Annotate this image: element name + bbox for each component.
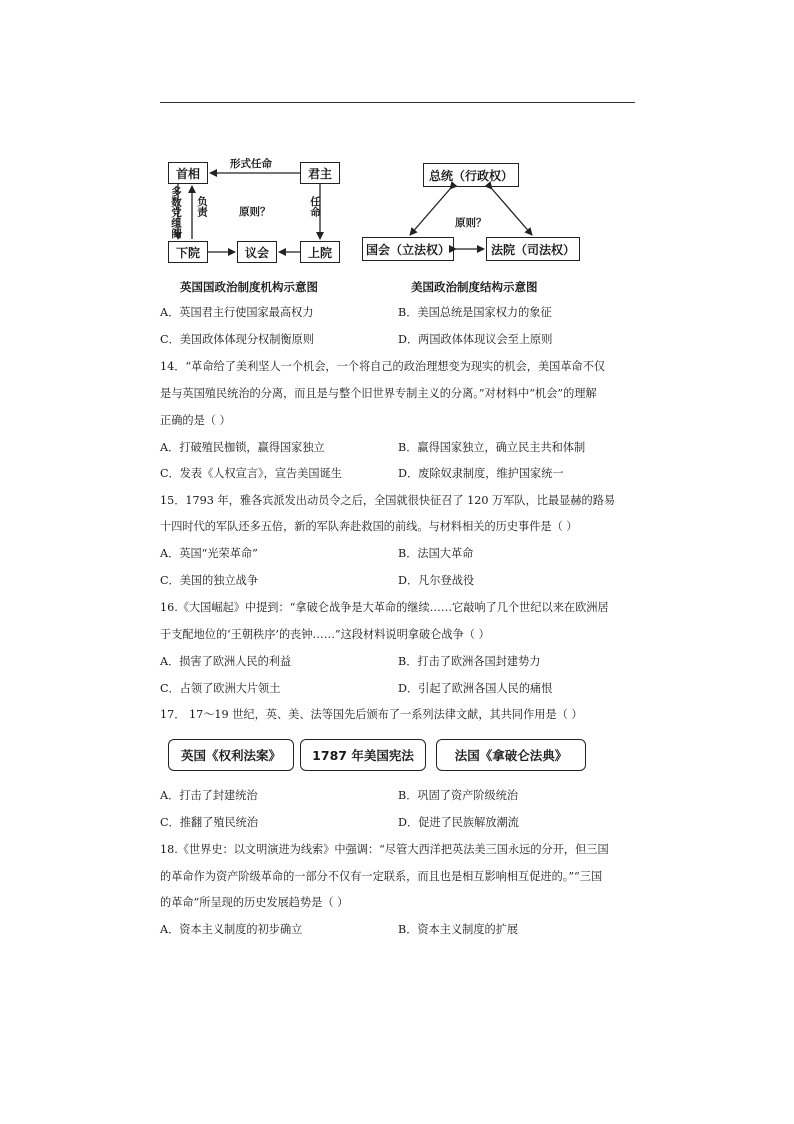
q14-stem-line-1: 14．“革命给了美利坚人一个机会，一个将自己的政治理想变为现实的机会，美国革命不仅: [160, 360, 606, 373]
q14-stem-line-3: 正确的是（ ）: [160, 414, 231, 427]
q18-option-b: B．资本主义制度的扩展: [398, 923, 519, 936]
uk-label-principle: 原则？: [239, 206, 271, 218]
us-caption: 美国政治制度结构示意图: [411, 280, 538, 294]
uk-label-majority-party: 多数党组阁: [170, 186, 182, 239]
q15-option-d: D．凡尔登战役: [398, 574, 475, 587]
q14-option-d: D．废除奴隶制度，维护国家统一: [398, 467, 564, 480]
q17-document-napoleonic-code: 法国《拿破仑法典》: [436, 739, 586, 771]
q18-stem-line-2: 的革命作为资产阶级革命的一部分不仅有一定联系，而且也是相互影响相互促进的。”“三国: [160, 870, 603, 883]
q15-option-b: B．法国大革命: [398, 547, 474, 560]
q16-option-c: C．占领了欧洲大片领土: [160, 682, 281, 695]
uk-caption: 英国国政治制度机构示意图: [180, 280, 318, 294]
arrow-president-court: [492, 189, 532, 235]
q16-option-d: D．引起了欧洲各国人民的痛恨: [398, 682, 553, 695]
q15-stem-line-1: 15．1793 年，雅各宾派发出动员令之后，全国就很快征召了 120 万军队，比最显赫的路易: [160, 494, 616, 507]
uk-box-lords: 下院: [168, 241, 208, 263]
q17-option-b: B．巩固了资产阶级统治: [398, 789, 519, 802]
q17-option-d: D．促进了民族解放潮流: [398, 816, 519, 829]
arrow-president-congress: [410, 189, 450, 235]
q13-option-c: C．美国政体体现分权制衡原则: [160, 333, 314, 346]
q16-stem-line-2: 于支配地位的‘王朝秩序’的丧钟……”这段材料说明拿破仑战争（ ）: [160, 628, 490, 641]
q15-stem-line-2: 十四时代的军队还多五倍，新的军队奔赴救国的前线。与材料相关的历史事件是（ ）: [160, 520, 578, 533]
q15-option-c: C．美国的独立战争: [160, 574, 259, 587]
q17-document-bill-of-rights: 英国《权利法案》: [168, 739, 294, 771]
q13-option-d: D．两国政体体现议会至上原则: [398, 333, 553, 346]
us-box-congress: 国会（立法权）: [362, 237, 454, 261]
uk-label-responsible: 负责: [196, 196, 208, 217]
q14-option-c: C．发表《人权宣言》，宣告美国诞生: [160, 467, 342, 480]
q18-stem-line-1: 18.《世界史：以文明演进为线索》中强调：“尽管大西洋把英法美三国永远的分开，但三国: [160, 843, 609, 856]
uk-label-formal-appoint: 形式任命: [230, 158, 272, 170]
uk-box-commons: 上院: [300, 241, 340, 263]
q17-option-c: C．推翻了殖民统治: [160, 816, 259, 829]
q14-option-a: A．打破殖民枷锁，赢得国家独立: [160, 441, 325, 454]
q16-option-b: B．打击了欧洲各国封建势力: [398, 655, 541, 668]
us-label-principle: 原则？: [455, 217, 487, 229]
q15-option-a: A．英国“光荣革命”: [160, 547, 258, 560]
q13-option-a: A．英国君主行使国家最高权力: [160, 306, 314, 319]
uk-box-parliament: 议会: [237, 241, 277, 263]
q14-option-b: B．赢得国家独立，确立民主共和体制: [398, 441, 586, 454]
q13-option-b: B．美国总统是国家权力的象征: [398, 306, 552, 319]
uk-box-pm: 首相: [168, 162, 208, 184]
q16-option-a: A．损害了欧洲人民的利益: [160, 655, 292, 668]
us-box-president: 总统（行政权）: [423, 163, 519, 187]
us-box-court: 法院（司法权）: [486, 237, 580, 261]
uk-label-appoint: 任命: [309, 196, 321, 217]
uk-box-monarch: 君主: [300, 162, 340, 184]
q17-document-us-constitution: 1787 年美国宪法: [300, 739, 426, 771]
q16-stem-line-1: 16.《大国崛起》中提到：“拿破仑战争是大革命的继续……它敲响了几个世纪以来在欧洲居: [160, 601, 609, 614]
q18-option-a: A．资本主义制度的初步确立: [160, 923, 303, 936]
q18-stem-line-3: 的革命”所呈现的历史发展趋势是（ ）: [160, 896, 349, 909]
q17-stem: 17． 17～19 世纪，英、美、法等国先后颁布了一系列法律文献，其共同作用是（ ）: [160, 708, 583, 721]
q17-option-a: A．打击了封建统治: [160, 789, 258, 802]
q14-stem-line-2: 是与英国殖民统治的分离，而且是与整个旧世界专制主义的分离。”对材料中“机会”的理解: [160, 387, 597, 400]
